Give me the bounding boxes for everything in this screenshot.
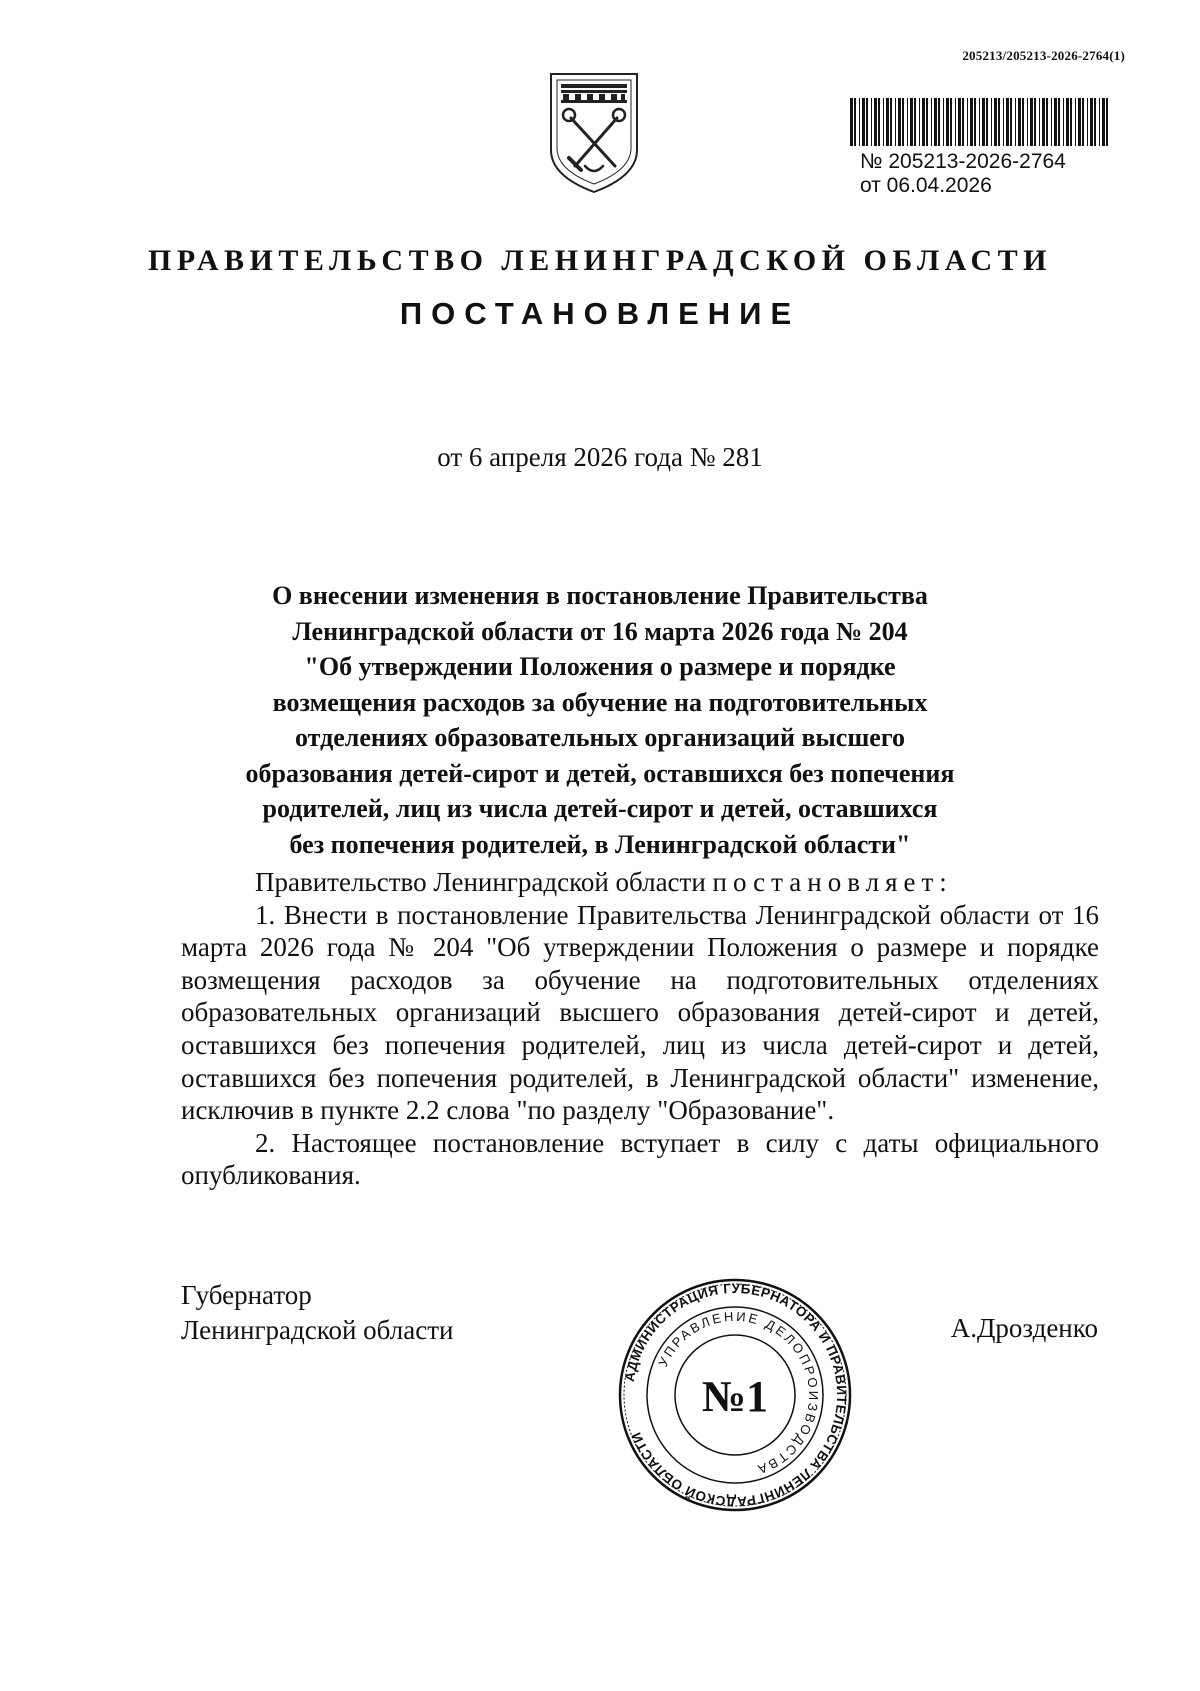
document-type: ПОСТАНОВЛЕНИЕ	[399, 296, 801, 331]
registration-number: № 205213-2026-2764	[860, 150, 1066, 173]
barcode-bar	[1034, 98, 1036, 146]
barcode-bar	[986, 98, 988, 146]
document-title	[230, 578, 970, 862]
barcode-bar	[898, 98, 901, 146]
barcode-bar	[1022, 98, 1024, 146]
preamble	[181, 866, 1099, 899]
barcode-bar	[1046, 98, 1048, 146]
barcode-bar	[934, 98, 937, 146]
title-line: отделениях образовательных организаций высшего	[295, 723, 905, 752]
barcode-bar	[862, 98, 865, 146]
coat-of-arms-icon	[545, 70, 643, 196]
barcode-bar	[974, 98, 976, 146]
barcode-bar	[907, 98, 908, 146]
barcode-bar	[979, 98, 980, 146]
barcode-bar	[1082, 98, 1084, 146]
signatory-name: А.Дрозденко	[950, 1313, 1098, 1343]
seal-inner-text: УПРАВЛЕНИЕ ДЕЛОПРОИЗВОДСТВА	[655, 1308, 822, 1478]
barcode-bar	[967, 98, 968, 146]
barcode-bar	[874, 98, 877, 146]
barcode-bar	[859, 98, 860, 146]
preamble-decree-word: постановляет:	[712, 867, 953, 897]
preamble-lead: Правительство Ленинградской области	[255, 867, 706, 897]
barcode-bar	[926, 98, 928, 146]
barcode-bar	[998, 98, 1000, 146]
barcode-bar	[1058, 98, 1060, 146]
barcode-bar	[1070, 98, 1072, 146]
barcode-bar	[994, 98, 997, 146]
barcode-bar	[1087, 98, 1088, 146]
registration-date: от 06.04.2026	[860, 174, 992, 197]
barcode-bar	[1030, 98, 1033, 146]
barcode-bar	[871, 98, 872, 146]
barcode-icon	[848, 98, 1113, 146]
title-line: "Об утверждении Положения о размере и порядке	[304, 652, 896, 681]
barcode-bar	[866, 98, 868, 146]
position-line: Ленинградской области	[181, 1315, 454, 1345]
barcode-bar	[919, 98, 920, 146]
paragraph-2: 2. Настоящее постановление вступает в силу с даты официального опубликования.	[181, 1127, 1099, 1191]
barcode-bar	[914, 98, 916, 146]
barcode-bar	[1018, 98, 1021, 146]
barcode-bar	[910, 98, 913, 146]
barcode-bar	[982, 98, 985, 146]
barcode-bar	[1063, 98, 1064, 146]
signatory-position	[181, 1278, 453, 1348]
barcode-bar	[1054, 98, 1057, 146]
barcode-bar	[878, 98, 880, 146]
registration-block	[848, 98, 1113, 198]
barcode-bar	[1075, 98, 1076, 146]
barcode-bar	[955, 98, 956, 146]
title-line: возмещения расходов за обучение на подготовительных	[272, 687, 928, 717]
barcode-bar	[1102, 98, 1105, 146]
top-reference: 205213/205213-2026-2764(1)	[962, 48, 1125, 63]
barcode-bar	[1090, 98, 1093, 146]
barcode-bar	[1066, 98, 1069, 146]
document-body	[181, 866, 1099, 1192]
barcode-bar	[1099, 98, 1100, 146]
position-line: Губернатор	[181, 1280, 312, 1310]
document-date-number: от 6 апреля 2026 года № 281	[437, 442, 763, 472]
paragraph-1: 1. Внести в постановление Правительства Ленинградской области от 16 марта 2026 года № 204 "Об утверждении Положения о размере и порядке возмещения расходов за обучение на подготовительных отделениях образовательных организаций высшего образования детей-сирот и детей, оставшихся без попечения родителей, лиц из числа детей-сирот и детей, оставшихся без попечения родителей, в Ленинградской области" изменение, исключив в пункте 2.2 слова "по разделу "Образование".	[181, 899, 1099, 1126]
barcode-bar	[1051, 98, 1052, 146]
barcode-bar	[1006, 98, 1009, 146]
official-seal-icon	[617, 1277, 853, 1513]
title-line: Ленинградской области от 16 марта 2026 года № 204	[292, 616, 908, 646]
barcode-bar	[883, 98, 884, 146]
barcode-bar	[962, 98, 964, 146]
barcode-bar	[895, 98, 896, 146]
barcode-bar	[886, 98, 889, 146]
barcode-bar	[1042, 98, 1045, 146]
seal-outer-text: АДМИНИСТРАЦИЯ ГУБЕРНАТОРА И ПРАВИТЕЛЬСТВА ЛЕНИНГРАДСКОЙ ОБЛАСТИ	[621, 1280, 850, 1510]
barcode-bar	[931, 98, 932, 146]
title-line: образования детей-сирот и детей, оставшихся без попечения	[245, 758, 955, 788]
barcode-bar	[970, 98, 973, 146]
barcode-bar	[890, 98, 892, 146]
barcode-bar	[1010, 98, 1012, 146]
barcode-bar	[1106, 98, 1108, 146]
barcode-bar	[991, 98, 992, 146]
issuing-authority: ПРАВИТЕЛЬСТВО ЛЕНИНГРАДСКОЙ ОБЛАСТИ	[148, 244, 1052, 277]
barcode-bar	[854, 98, 856, 146]
title-line: родителей, лиц из числа детей-сирот и детей, оставшихся	[262, 794, 938, 823]
barcode-bar	[1078, 98, 1081, 146]
barcode-bar	[850, 98, 853, 146]
title-line: О внесении изменения в постановление Правительства	[272, 581, 928, 610]
barcode-bar	[946, 98, 949, 146]
barcode-bar	[922, 98, 925, 146]
seal-center-text: №1	[701, 1372, 769, 1421]
barcode-bar	[938, 98, 940, 146]
barcode-bar	[950, 98, 952, 146]
barcode-bar	[1027, 98, 1028, 146]
barcode-bar	[1003, 98, 1004, 146]
barcode-bar	[1094, 98, 1096, 146]
barcode-bar	[958, 98, 961, 146]
title-line: без попечения родителей, в Ленинградской области"	[289, 829, 911, 859]
barcode-bar	[1039, 98, 1040, 146]
barcode-bar	[1015, 98, 1016, 146]
barcode-bar	[943, 98, 944, 146]
barcode-bar	[902, 98, 904, 146]
